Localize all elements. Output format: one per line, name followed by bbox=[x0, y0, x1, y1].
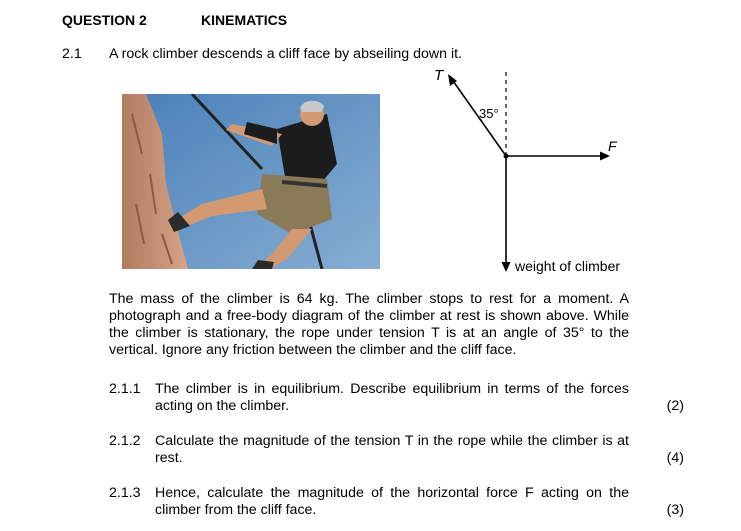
climber-photo bbox=[122, 94, 380, 269]
question-marks: (4) bbox=[666, 450, 684, 466]
question-text: The climber is in equilibrium. Describe equilibrium in terms of the forces acting on the climber. bbox=[155, 381, 629, 414]
question-label: QUESTION 2 bbox=[62, 12, 147, 28]
free-body-diagram bbox=[420, 62, 660, 282]
question-marks: (3) bbox=[666, 502, 684, 518]
topic-title: KINEMATICS bbox=[201, 12, 288, 28]
point-of-application bbox=[504, 154, 509, 159]
section-number: 2.1 bbox=[62, 46, 82, 62]
question-text: Calculate the magnitude of the tension T in the rope while the climber is at rest. bbox=[155, 433, 629, 466]
question-item bbox=[109, 485, 629, 519]
question-number: 2.1.1 bbox=[109, 381, 141, 397]
question-item bbox=[109, 381, 629, 415]
force-label: F bbox=[608, 138, 617, 154]
tension-label: T bbox=[434, 67, 444, 84]
weight-label: weight of climber bbox=[515, 258, 621, 274]
scenario-paragraph: The mass of the climber is 64 kg. The climber stops to rest for a moment. A photograph and a free-body diagram of the climber at rest is shown above. While the climber is stationary, the rope under tension T is at an angle of 35° to the vertical. Ignore any friction between the climber and the cliff face. bbox=[109, 291, 629, 358]
question-item bbox=[109, 433, 629, 467]
question-number: 2.1.2 bbox=[109, 433, 141, 449]
question-text: Hence, calculate the magnitude of the horizontal force F acting on the climber from the cliff face. bbox=[155, 485, 629, 518]
section-intro: A rock climber descends a cliff face by abseiling down it. bbox=[109, 46, 463, 62]
angle-label: 35° bbox=[479, 106, 499, 121]
question-marks: (2) bbox=[666, 398, 684, 414]
weight-arrowhead bbox=[502, 262, 511, 272]
question-number: 2.1.3 bbox=[109, 485, 141, 501]
